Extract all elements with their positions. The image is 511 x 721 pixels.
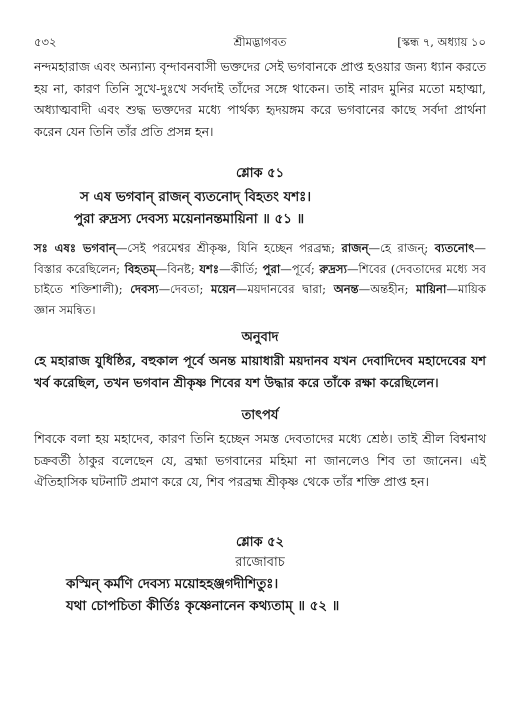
- intro-paragraph: নন্দমহারাজ এবং অন্যান্য বৃন্দাবনবাসী ভক্তদের সেই ভগবানকে প্রাপ্ত হওয়ার জন্য ধ্যান করতে হয় না, কারণ তিনি সুখে-দুঃখে সর্বদাই তাঁদের সঙ্গে থাকেন। তাই নারদ মুনির মতো মহাত্মা, অধ্যাত্মবাদী এবং শুদ্ধ ভক্তদের মধ্যে পার্থক্য হৃদয়ঙ্গম করে ভগবানের কাছে সর্বদা প্রার্থনা করেন যেন তিনি তাঁর প্রতি প্রসন্ন হন।: [34, 59, 486, 139]
- book-title: শ্রীমদ্ভাগবত: [233, 35, 287, 49]
- chapter-reference: [স্কন্ধ ৭, অধ্যায় ১০: [397, 35, 486, 49]
- verse-52-line-1: কস্মিন্ কর্মণি দেবস্য ময়োহহঞ্জগদীশিতুঃ।: [66, 575, 279, 592]
- translation-heading: অনুবাদ: [241, 330, 279, 345]
- word-for-word-synonyms: [34, 238, 486, 320]
- purport-heading: তাৎপর্য: [241, 408, 279, 423]
- synonym-meaning: —পূর্বে;: [280, 261, 320, 276]
- book-page: [34, 34, 486, 617]
- synonym-word: বিহতম্: [124, 261, 156, 276]
- synonym-word: রুদ্রস্য: [319, 261, 347, 276]
- verse-51-line-1: স এষ ভগবান্ রাজন্ ব্যতনোদ্ বিহতং যশঃ।: [80, 189, 312, 205]
- page-number: ৫৩২: [34, 35, 57, 49]
- synonym-meaning: —শিবের (দেবতাদের মধ্যে সব চাইতে শক্তিশালী);: [34, 261, 486, 296]
- verse-51-heading: শ্লোক ৫১: [235, 166, 285, 181]
- synonym-word: যশঃ: [199, 261, 220, 276]
- verse-52-speaker: রাজোবাচ: [235, 554, 285, 570]
- synonym-meaning: —মায়িক জ্ঞান সমন্বিত।: [34, 282, 486, 317]
- synonym-word: রাজন্: [341, 241, 369, 255]
- synonym-meaning: —সেই পরমেশ্বর শ্রীকৃষ্ণ, যিনি হচ্ছেন পরব্রহ্ম;: [115, 241, 342, 255]
- verse-52-heading: শ্লোক ৫২: [235, 534, 285, 550]
- synonym-meaning: —ময়দানবের দ্বারা;: [235, 282, 334, 296]
- synonym-meaning: —দেবতা;: [158, 282, 211, 296]
- synonym-meaning: —অন্তহীন;: [358, 282, 417, 296]
- synonym-word: ব্যতনোৎ: [434, 241, 475, 255]
- translation-text: হে মহারাজ যুধিষ্ঠির, বহুকাল পূর্বে অনন্ত মায়াধারী ময়দানব যখন দেবাদিদেব মহাদেবের যশ খর্ব করেছিল, তখন ভগবান শ্রীকৃষ্ণ শিবের যশ উদ্ধার করে তাঁকে রক্ষা করেছিলেন।: [34, 353, 486, 390]
- verse-52-line-2: যথা চোপচিতা কীর্তিঃ কৃষ্ণেনানেন কথ্যতাম্ ॥ ৫২ ॥: [66, 597, 340, 614]
- purport-text: শিবকে বলা হয় মহাদেব, কারণ তিনি হচ্ছেন সমস্ত দেবতাদের মধ্যে শ্রেষ্ঠ। তাই শ্রীল বিশ্বনাথ চক্রবর্তী ঠাকুর বলেছেন যে, ব্রহ্মা ভগবানের মহিমা না জানলেও শিব তা জানেন। এই ঐতিহাসিক ঘটনাটি প্রমাণ করে যে, শিব পরব্রহ্ম শ্রীকৃষ্ণ থেকে তাঁর শক্তি প্রাপ্ত হন।: [34, 431, 486, 489]
- synonym-word: সঃ এষঃ ভগবান্: [34, 241, 116, 255]
- synonym-word: দেবস্য: [130, 282, 159, 296]
- synonym-meaning: —কীর্তি;: [219, 261, 263, 276]
- synonym-meaning: —বিস্তার করেছিলেন;: [34, 241, 486, 276]
- synonym-word: পুরা: [262, 261, 281, 276]
- synonym-word: অনন্ত: [333, 282, 359, 296]
- synonym-meaning: —বিনষ্ট;: [155, 261, 200, 276]
- synonym-word: মায়িনা: [416, 282, 447, 296]
- synonym-word: ময়েন: [210, 282, 236, 296]
- running-header: [34, 34, 486, 54]
- synonym-meaning: —হে রাজন্;: [368, 241, 435, 255]
- verse-51-line-2: পুরা রুদ্রস্য দেবস্য ময়েনানন্তমায়িনা ॥ ৫১ ॥: [74, 211, 305, 227]
